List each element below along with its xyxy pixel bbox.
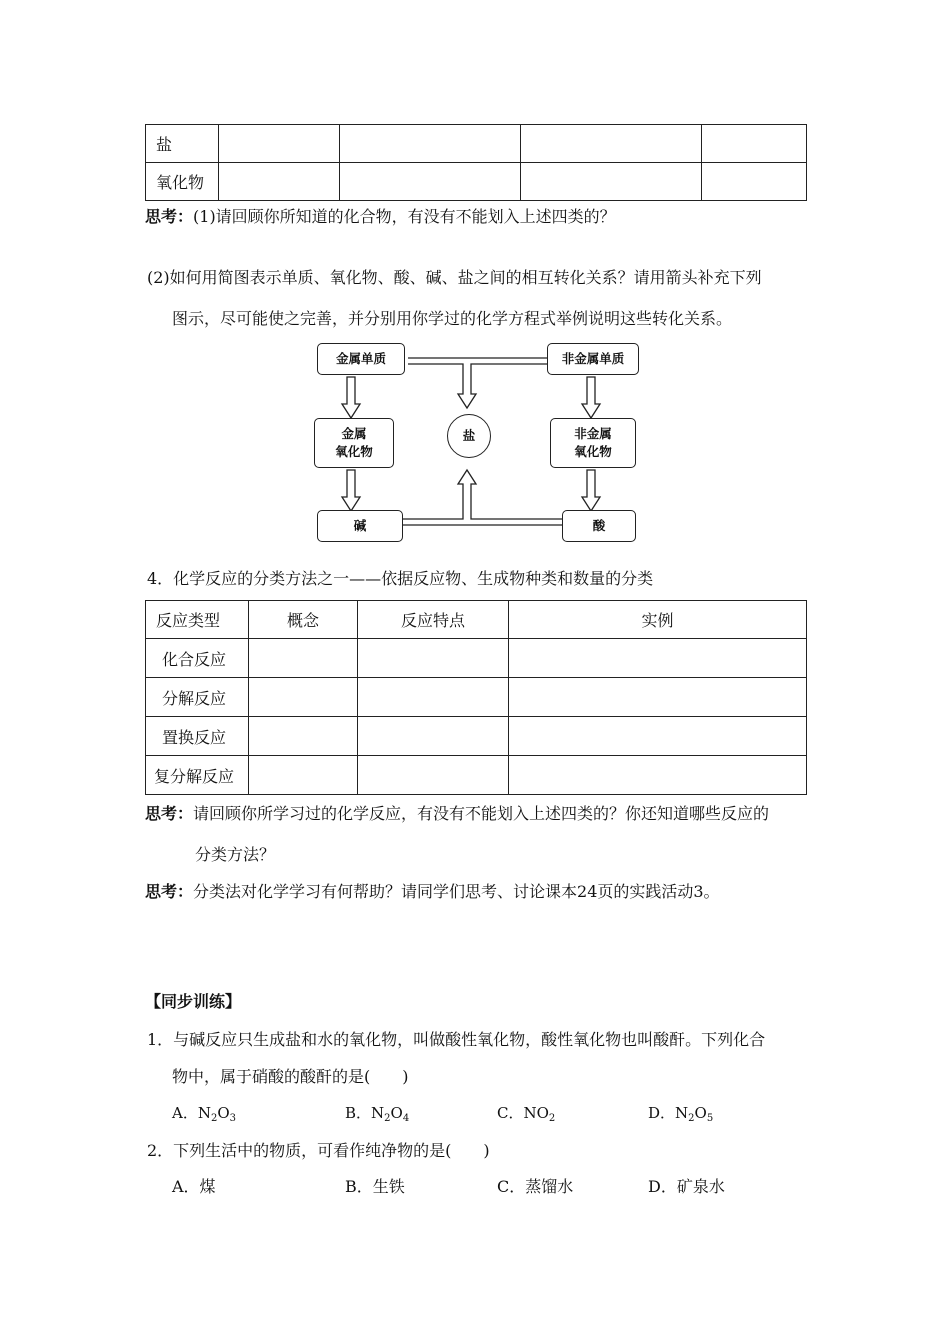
metal-element-box: 金属单质 <box>317 343 405 375</box>
metal-oxide-box <box>314 418 394 468</box>
q2-option-d[interactable]: D．矿泉水 <box>648 1177 725 1196</box>
reaction-types-table <box>145 600 807 795</box>
q1-option-a[interactable] <box>172 1102 236 1124</box>
table-cell <box>340 163 521 201</box>
q2-option-c[interactable]: C．蒸馏水 <box>497 1177 574 1196</box>
practice-q1-line-2: 物中，属于硝酸的酸酐的是( ) <box>172 1067 409 1086</box>
q2-option-b[interactable]: B．生铁 <box>345 1177 405 1196</box>
question-2-line-2: 图示，尽可能使之完善，并分别用你学过的化学方程式举例说明这些转化关系。 <box>172 309 733 328</box>
nonmetal-oxide-line-2: 氧化物 <box>574 444 612 459</box>
formula-subscript: 2 <box>384 1113 391 1124</box>
formula-part: N <box>675 1104 689 1122</box>
formula-part: N <box>197 1104 211 1122</box>
section-4-heading: 4．化学反应的分类方法之一——依据反应物、生成物种类和数量的分类 <box>147 569 654 588</box>
q1-option-d[interactable] <box>648 1102 713 1124</box>
table-cell <box>509 639 807 678</box>
base-box: 碱 <box>317 510 403 542</box>
q1-option-b[interactable] <box>345 1102 409 1124</box>
think-2-line-2: 分类方法？ <box>195 845 276 864</box>
metal-oxide-line-1: 金属 <box>341 426 367 441</box>
nonmetal-oxide-line-1: 非金属 <box>574 426 612 441</box>
header-example: 实例 <box>509 601 807 639</box>
table-cell <box>358 756 509 795</box>
table-cell <box>358 639 509 678</box>
practice-q1-line-1: 1．与碱反应只生成盐和水的氧化物，叫做酸性氧化物，酸性氧化物也叫酸酐。下列化合 <box>147 1030 766 1049</box>
table-cell <box>249 639 358 678</box>
practice-q2-line-1: 2．下列生活中的物质，可看作纯净物的是( ) <box>147 1141 490 1160</box>
table-cell <box>702 125 807 163</box>
table-cell <box>509 678 807 717</box>
formula-part: O <box>217 1104 230 1122</box>
table-cell <box>702 163 807 201</box>
nonmetal-oxide-box <box>550 418 636 468</box>
formula-subscript: 5 <box>706 1113 714 1124</box>
think-text: 请回顾你所学习过的化学反应，有没有不能划入上述四类的？你还知道哪些反应的 <box>193 804 770 823</box>
row-double-decomposition: 复分解反应 <box>146 756 249 795</box>
formula-subscript: 4 <box>402 1113 410 1124</box>
table-cell <box>358 717 509 756</box>
q2-option-a[interactable]: A．煤 <box>172 1177 216 1196</box>
row-combination: 化合反应 <box>146 639 249 678</box>
header-reaction-type: 反应类型 <box>146 601 249 639</box>
option-letter: B． <box>345 1104 372 1122</box>
acid-box: 酸 <box>562 510 636 542</box>
formula-subscript: 2 <box>688 1113 695 1124</box>
option-letter: D． <box>648 1104 676 1122</box>
metal-oxide-line-2: 氧化物 <box>335 444 373 459</box>
table-cell <box>509 756 807 795</box>
formula-subscript: 2 <box>210 1113 218 1124</box>
table-cell <box>219 125 340 163</box>
table-cell <box>249 678 358 717</box>
question-2-line-1: (2)如何用简图表示单质、氧化物、酸、碱、盐之间的相互转化关系？请用箭头补充下列 <box>147 268 762 287</box>
table-cell <box>358 678 509 717</box>
salt-circle: 盐 <box>447 414 491 458</box>
row-displacement: 置换反应 <box>146 717 249 756</box>
think-label: 思考： <box>145 882 194 901</box>
option-letter: A． <box>172 1104 198 1122</box>
think-3 <box>145 879 720 902</box>
formula-part: N <box>371 1104 385 1122</box>
table-cell <box>340 125 521 163</box>
formula-subscript: 2 <box>548 1113 556 1124</box>
think-label: 思考： <box>145 207 194 226</box>
row-label-salt: 盐 <box>146 125 219 163</box>
conversion-diagram <box>300 338 660 544</box>
formula-part: O <box>390 1104 403 1122</box>
think-1 <box>145 204 616 227</box>
q1-option-c[interactable] <box>497 1102 555 1124</box>
think-2-line-1 <box>145 801 769 824</box>
think-text: (1)请回顾你所知道的化合物，有没有不能划入上述四类的？ <box>193 207 616 226</box>
practice-heading: 【同步训练】 <box>145 992 242 1011</box>
table-cell <box>219 163 340 201</box>
header-concept: 概念 <box>249 601 358 639</box>
nonmetal-element-box: 非金属单质 <box>547 343 639 375</box>
think-text: 分类法对化学学习有何帮助？请同学们思考、讨论课本24页的实践活动3。 <box>193 882 720 901</box>
table-cell <box>521 125 702 163</box>
option-letter: C． <box>497 1104 524 1122</box>
header-feature: 反应特点 <box>358 601 509 639</box>
table-cell <box>509 717 807 756</box>
table-cell <box>249 717 358 756</box>
think-label: 思考： <box>145 804 194 823</box>
row-decomposition: 分解反应 <box>146 678 249 717</box>
table-cell <box>249 756 358 795</box>
table-cell <box>521 163 702 201</box>
formula-subscript: 3 <box>229 1113 237 1124</box>
formula-part: O <box>694 1104 707 1122</box>
classification-table <box>145 124 807 201</box>
formula-part: NO <box>523 1104 549 1122</box>
row-label-oxide: 氧化物 <box>146 163 219 201</box>
